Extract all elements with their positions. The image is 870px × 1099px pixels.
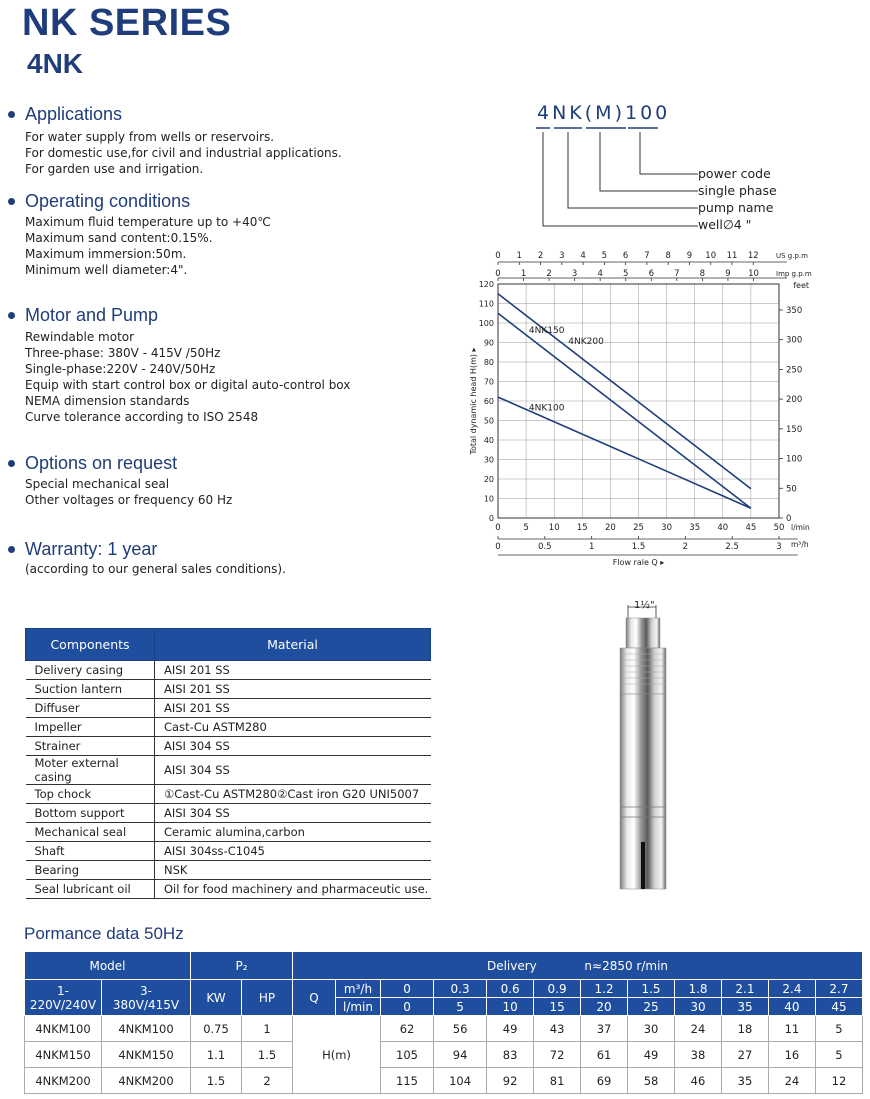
head-value: 49 (487, 1016, 534, 1042)
y-tick-label: 60 (483, 397, 494, 406)
single-phase-label: single phase (698, 183, 777, 198)
series-label: 4NK100 (528, 403, 565, 414)
component-cell: Impeller (26, 718, 155, 737)
m3h-tick-label: 0.5 (538, 542, 552, 552)
x-tick-label: 5 (523, 523, 529, 533)
material-cell: AISI 201 SS (155, 680, 431, 699)
head-value: 92 (487, 1068, 534, 1094)
usgpm-unit-label: US g.p.m (776, 252, 808, 260)
kw-value: 0.75 (191, 1016, 242, 1042)
head-value: 61 (581, 1042, 628, 1068)
usgpm-tick-label: 7 (644, 251, 650, 261)
component-cell: Bearing (26, 861, 155, 880)
component-cell: Top chock (26, 785, 155, 804)
head-value: 16 (768, 1042, 815, 1068)
line: Three-phase: 380V - 415V /50Hz (25, 346, 221, 360)
leader-well (543, 132, 698, 226)
usgpm-tick-label: 4 (580, 251, 586, 261)
m3h-tick-label: 2.5 (725, 542, 739, 552)
line: Single-phase:220V - 240V/50Hz (25, 362, 216, 376)
usgpm-tick-label: 0 (495, 251, 501, 261)
y-tick-label: 110 (478, 299, 494, 309)
usgpm-tick-label: 8 (665, 251, 671, 261)
m3h-value: 2.1 (721, 980, 768, 998)
materials-table (25, 628, 431, 899)
x-tick-label: 40 (717, 523, 729, 533)
x-tick-label: 45 (745, 523, 757, 533)
impgpm-tick-label: 8 (699, 269, 706, 279)
q-header: Q (293, 980, 336, 1016)
three-phase-header: 3- 380V/415V (102, 980, 191, 1016)
line: Other voltages or frequency 60 Hz (25, 493, 233, 507)
kw-header: KW (191, 980, 242, 1016)
x-tick-label: 25 (633, 523, 644, 533)
impgpm-tick-label: 3 (571, 269, 578, 279)
head-value: 37 (581, 1016, 628, 1042)
x-tick-label: 35 (689, 523, 701, 533)
m3h-value: 1.8 (675, 980, 722, 998)
pump-name-label: pump name (698, 200, 774, 215)
y-tick-label: 90 (483, 338, 494, 348)
y-tick-label: 50 (483, 416, 494, 426)
table-row (26, 756, 431, 785)
feet-tick-label: 100 (786, 454, 803, 465)
table-row (26, 861, 431, 880)
usgpm-tick-label: 3 (559, 251, 565, 261)
head-value: 5 (815, 1042, 862, 1068)
bullet-icon (8, 546, 15, 553)
head-value: 24 (675, 1016, 722, 1042)
component-cell: Shaft (26, 842, 155, 861)
material-cell: AISI 304ss-C1045 (155, 842, 431, 861)
y-tick-label: 120 (478, 280, 494, 289)
line: Rewindable motor (25, 330, 135, 344)
table-row (26, 823, 431, 842)
table-row (25, 1042, 863, 1068)
series-label: 4NK150 (528, 326, 565, 337)
head-value: 43 (534, 1016, 581, 1042)
lmin-value: 40 (768, 998, 815, 1016)
impgpm-tick-label: 9 (725, 269, 731, 279)
head-value: 18 (721, 1016, 768, 1042)
y-tick-label: 80 (483, 358, 494, 367)
component-cell: Bottom support (26, 804, 155, 823)
component-cell: Suction lantern (26, 680, 155, 699)
component-cell: Mechanical seal (26, 823, 155, 842)
line: NEMA dimension standards (25, 394, 190, 408)
line: Minimum well diameter:4". (25, 263, 188, 277)
m3h-tick-label: 1.5 (631, 542, 646, 552)
m3h-unit-label: m³/h (791, 540, 809, 549)
table-row (26, 661, 431, 680)
head-value: 105 (381, 1042, 434, 1068)
p2-header: P₂ (191, 952, 293, 980)
lmin-value: 10 (487, 998, 534, 1016)
delivery-header (293, 952, 863, 980)
bullet-icon (8, 198, 15, 205)
feet-tick-label: 0 (786, 514, 792, 524)
section-title: Motor and Pump (25, 305, 159, 325)
section-title: Applications (25, 104, 123, 124)
m3h-header: m³/h (336, 980, 381, 998)
lmin-value: 25 (628, 998, 675, 1016)
head-value: 46 (675, 1068, 722, 1094)
head-value: 12 (815, 1068, 862, 1094)
components-header: Components (26, 629, 155, 661)
series-label: 4NK200 (568, 336, 604, 347)
hp-value: 1 (242, 1016, 293, 1042)
material-cell: Oil for food machinery and pharmaceutic use. (155, 880, 431, 899)
x-tick-label: 20 (604, 523, 616, 533)
m3h-value: 0.6 (487, 980, 534, 998)
feet-tick-label: 200 (786, 395, 803, 406)
section-title: Warranty: 1 year (25, 539, 158, 559)
m3h-tick-label: 0 (495, 542, 501, 552)
material-cell: AISI 201 SS (155, 661, 431, 680)
y-tick-label: 100 (478, 319, 494, 328)
table-row (26, 699, 431, 718)
head-value: 94 (434, 1042, 487, 1068)
leader-single-phase (600, 132, 698, 191)
usgpm-tick-label: 9 (686, 251, 693, 261)
head-value: 104 (434, 1068, 487, 1094)
single-model: 4NKM200 (25, 1068, 102, 1094)
head-value: 27 (721, 1042, 768, 1068)
component-cell: Strainer (26, 737, 155, 756)
speed-label: n≈2850 r/min (584, 958, 669, 973)
single-phase-header: 1- 220V/240V (25, 980, 102, 1016)
impgpm-tick-label: 5 (623, 269, 629, 279)
head-label: H(m) (293, 1016, 381, 1094)
bullet-icon (8, 111, 15, 118)
usgpm-tick-label: 5 (601, 251, 608, 261)
m3h-value: 2.7 (815, 980, 862, 998)
line: (according to our general sales conditions). (25, 562, 286, 576)
impgpm-tick-label: 2 (546, 269, 552, 279)
bullet-icon (8, 460, 15, 467)
model-code: 4NK(M)100 (537, 102, 671, 124)
line: Curve tolerance according to ISO 2548 (25, 410, 259, 424)
head-value: 56 (434, 1016, 487, 1042)
x-axis-label: Flow rale Q ▸ (612, 558, 665, 567)
delivery-label: Delivery (486, 958, 537, 973)
motor-section (8, 305, 350, 425)
power-code-label: power code (698, 166, 771, 181)
feet-tick-label: 250 (786, 365, 803, 376)
well-label: well∅4 " (698, 217, 752, 232)
line: Equip with start control box or digital auto-control box (25, 378, 351, 392)
y-tick-label: 0 (488, 514, 494, 523)
head-value: 72 (534, 1042, 581, 1068)
x-tick-label: 10 (548, 523, 560, 533)
y-axis-label: Total dynamic head H(m) ▸ (469, 347, 478, 455)
feet-tick-label: 50 (786, 484, 797, 495)
table-row (25, 1068, 863, 1094)
impgpm-tick-label: 1 (520, 269, 527, 279)
material-cell: Ceramic alumina,carbon (155, 823, 431, 842)
feet-tick-label: 300 (786, 335, 803, 346)
m3h-tick-label: 1 (588, 542, 595, 552)
impgpm-unit-label: Imp g.p.m (776, 270, 812, 278)
m3h-value: 1.2 (581, 980, 628, 998)
kw-value: 1.5 (191, 1068, 242, 1094)
m3h-tick-label: 2 (682, 542, 689, 552)
performance-title: Pormance data 50Hz (24, 924, 184, 943)
pump-dimension-label: 1½" (634, 600, 655, 611)
component-cell: Diffuser (26, 699, 155, 718)
head-value: 24 (768, 1068, 815, 1094)
feet-unit-label: feet (793, 281, 809, 290)
line: Maximum fluid temperature up to +40℃ (25, 215, 271, 229)
head-value: 115 (381, 1068, 434, 1094)
table-row (26, 804, 431, 823)
table-row (26, 785, 431, 804)
lmin-value: 30 (675, 998, 722, 1016)
series-line-4nk100 (498, 397, 751, 508)
m3h-value: 2.4 (768, 980, 815, 998)
y-tick-label: 70 (483, 377, 494, 387)
hp-value: 1.5 (242, 1042, 293, 1068)
component-cell: Moter external casing (26, 756, 155, 785)
usgpm-tick-label: 12 (747, 251, 759, 261)
line: Special mechanical seal (25, 477, 170, 491)
model-title: 4NK (27, 48, 84, 79)
table-row (26, 737, 431, 756)
component-cell: Delivery casing (26, 661, 155, 680)
table-row (25, 1016, 863, 1042)
table-row (26, 680, 431, 699)
line: Maximum immersion:50m. (25, 247, 187, 261)
model-header: Model (25, 952, 191, 980)
y-tick-label: 20 (483, 475, 494, 484)
head-value: 5 (815, 1016, 862, 1042)
usgpm-tick-label: 1 (516, 251, 522, 261)
performance-chart (460, 246, 830, 576)
x-unit-label: l/min (791, 523, 810, 532)
table-row (26, 880, 431, 899)
head-value: 62 (381, 1016, 434, 1042)
m3h-value: 0 (381, 980, 434, 998)
head-value: 38 (675, 1042, 722, 1068)
usgpm-tick-label: 10 (705, 251, 717, 261)
section-title: Options on request (25, 453, 178, 473)
material-cell: AISI 304 SS (155, 756, 431, 785)
usgpm-tick-label: 11 (726, 251, 738, 261)
three-model: 4NKM100 (102, 1016, 191, 1042)
head-value: 69 (581, 1068, 628, 1094)
line: For garden use and irrigation. (25, 162, 204, 176)
options-section (8, 453, 232, 508)
series-title: NK SERIES (22, 2, 232, 44)
y-tick-label: 30 (483, 455, 494, 465)
impgpm-tick-label: 0 (495, 269, 501, 279)
feet-tick-label: 150 (786, 424, 803, 435)
material-cell: AISI 304 SS (155, 804, 431, 823)
applications-section (8, 104, 342, 177)
head-value: 81 (534, 1068, 581, 1094)
material-header: Material (155, 629, 431, 661)
lmin-header: l/min (336, 998, 381, 1016)
bullet-icon (8, 312, 15, 319)
x-tick-label: 15 (576, 523, 588, 533)
x-tick-label: 0 (495, 523, 501, 533)
head-value: 49 (628, 1042, 675, 1068)
material-cell: NSK (155, 861, 431, 880)
head-value: 11 (768, 1016, 815, 1042)
material-cell: AISI 304 SS (155, 737, 431, 756)
performance-table (24, 951, 863, 1094)
y-tick-label: 10 (483, 494, 494, 504)
pump-image (598, 602, 698, 892)
line: For water supply from wells or reservoirs. (25, 130, 275, 144)
single-model: 4NKM100 (25, 1016, 102, 1042)
impgpm-tick-label: 7 (674, 269, 680, 279)
warranty-section (8, 539, 286, 577)
y-tick-label: 40 (483, 436, 494, 445)
three-model: 4NKM150 (102, 1042, 191, 1068)
table-row (26, 718, 431, 737)
m3h-value: 1.5 (628, 980, 675, 998)
lmin-value: 45 (815, 998, 862, 1016)
head-value: 83 (487, 1042, 534, 1068)
material-cell: AISI 201 SS (155, 699, 431, 718)
head-value: 58 (628, 1068, 675, 1094)
line: Maximum sand content:0.15%. (25, 231, 213, 245)
m3h-tick-label: 3 (776, 542, 782, 552)
hp-header: HP (242, 980, 293, 1016)
head-value: 30 (628, 1016, 675, 1042)
m3h-value: 0.9 (534, 980, 581, 998)
usgpm-tick-label: 2 (537, 251, 544, 261)
kw-value: 1.1 (191, 1042, 242, 1068)
impgpm-tick-label: 10 (748, 269, 759, 279)
m3h-value: 0.3 (434, 980, 487, 998)
table-row (26, 842, 431, 861)
line: For domestic use,for civil and industrial applications. (25, 146, 342, 160)
lmin-value: 0 (381, 998, 434, 1016)
component-cell: Seal lubricant oil (26, 880, 155, 899)
lmin-value: 20 (581, 998, 628, 1016)
x-tick-label: 30 (661, 523, 673, 533)
single-model: 4NKM150 (25, 1042, 102, 1068)
leader-power-code (640, 132, 698, 174)
impgpm-tick-label: 4 (597, 269, 603, 279)
lmin-value: 15 (534, 998, 581, 1016)
material-cell: Cast-Cu ASTM280 (155, 718, 431, 737)
leader-pump-name (568, 132, 698, 208)
lmin-value: 35 (721, 998, 768, 1016)
model-code-leaders (530, 126, 700, 236)
material-cell: ①Cast-Cu ASTM280②Cast iron G20 UNI5007 (155, 785, 431, 804)
usgpm-tick-label: 6 (622, 251, 629, 261)
three-model: 4NKM200 (102, 1068, 191, 1094)
head-value: 35 (721, 1068, 768, 1094)
lmin-value: 5 (434, 998, 487, 1016)
feet-tick-label: 350 (786, 305, 803, 316)
section-title: Operating conditions (25, 191, 191, 211)
impgpm-tick-label: 6 (648, 269, 655, 279)
hp-value: 2 (242, 1068, 293, 1094)
operating-section (8, 191, 271, 278)
x-tick-label: 50 (773, 523, 785, 533)
